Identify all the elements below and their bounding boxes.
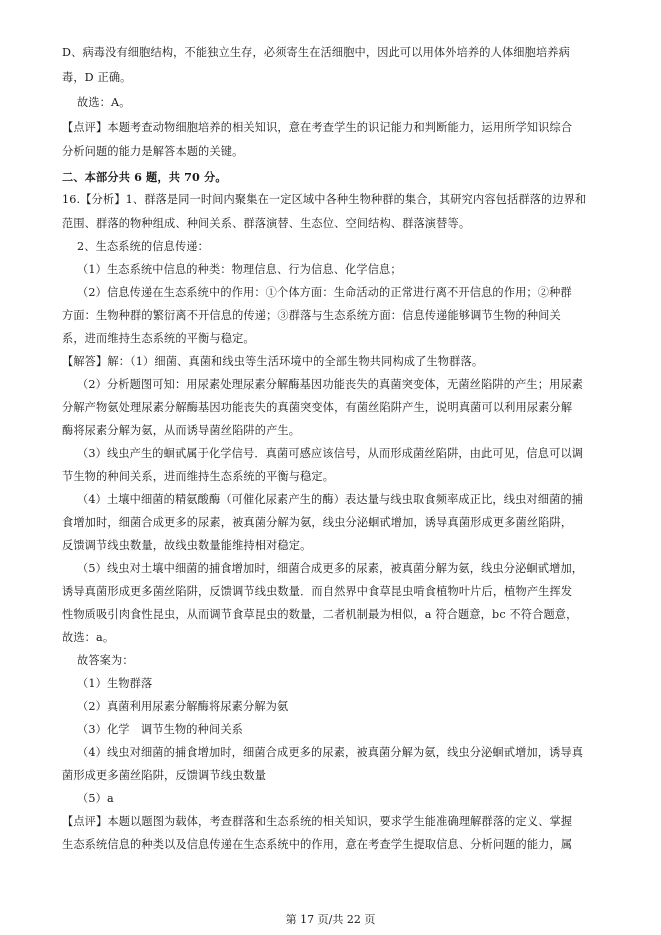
- paragraph-line: （2）信息传递在生态系统中的作用：①个体方面：生命活动的正常进行离不开信息的作用；②种群: [77, 286, 572, 299]
- paragraph-line: 16.【分析】1、群落是同一时间内聚集在一定区域中各种生物种群的集合，其研究内容包括群落的边界和: [62, 193, 587, 206]
- section-heading: 二、本部分共 6 题，共 70 分。: [62, 170, 227, 184]
- paragraph-line: （1）生物群落: [77, 677, 153, 690]
- paragraph-line: （5）a: [77, 792, 114, 805]
- paragraph-line: 【点评】本题考查动物细胞培养的相关知识，意在考查学生的识记能力和判断能力，运用所学知识综合: [62, 121, 573, 134]
- paragraph-line: 分析问题的能力是解答本题的关键。: [62, 145, 244, 158]
- paragraph-line: 范围、群落的物种组成、种间关系、群落演替、生态位、空间结构、群落演替等。: [62, 217, 471, 230]
- paragraph-line: 故答案为：: [77, 654, 134, 667]
- paragraph-line: （2）分析题图可知：用尿素处理尿素分解酶基因功能丧失的真菌突变体，无菌丝陷阱的产生；用尿素: [77, 378, 584, 391]
- paragraph-line: 节生物的种间关系，进而维持生态系统的平衡与稳定。: [62, 470, 335, 483]
- paragraph-line: （4）土壤中细菌的精氨酸酶（可催化尿素产生的酶）表达量与线虫取食频率成正比，线虫对细菌的捕: [77, 493, 584, 506]
- paragraph-line: 反馈调节线虫数量，故线虫数量能维持相对稳定。: [62, 539, 312, 552]
- paragraph-line: （3）化学 调节生物的种间关系: [77, 723, 243, 736]
- paragraph-line: 系，进而维持生态系统的平衡与稳定。: [62, 332, 255, 345]
- paragraph-line: （3）线虫产生的蛔甙属于化学信号．真菌可感应该信号，从而形成菌丝陷阱，由此可见，信息可以调: [77, 447, 584, 460]
- paragraph-line: 食增加时，细菌合成更多的尿素，被真菌分解为氨，线虫分泌蛔甙增加，诱导真菌形成更多菌丝陷阱，: [62, 516, 573, 529]
- paragraph-line: 故选：A。: [77, 96, 131, 109]
- paragraph-line: （2）真菌利用尿素分解酶将尿素分解为氨: [77, 700, 289, 713]
- paragraph-line: 诱导真菌形成更多菌丝陷阱，反馈调节线虫数量．而自然界中食草昆虫啃食植物叶片后，植物产生挥发: [62, 585, 573, 598]
- paragraph-line: 毒，D 正确。: [62, 71, 132, 84]
- paragraph-line: 酶将尿素分解为氨，从而诱导菌丝陷阱的产生。: [62, 424, 301, 437]
- paragraph-line: （4）线虫对细菌的捕食增加时，细菌合成更多的尿素，被真菌分解为氨，线虫分泌蛔甙增加，诱导真: [77, 746, 584, 759]
- paragraph-line: 故选：a。: [62, 631, 115, 644]
- paragraph-line: （1）生态系统中信息的种类：物理信息、行为信息、化学信息；: [77, 263, 402, 276]
- paragraph-line: 性物质吸引肉食性昆虫，从而调节食草昆虫的数量，二者机制最为相似，a 符合题意，bc 不符合题意，: [62, 608, 578, 621]
- paragraph-line: D、病毒没有细胞结构，不能独立生存，必须寄生在活细胞中，因此可以用体外培养的人体细胞培养病: [62, 46, 570, 59]
- paragraph-line: 方面：生物种群的繁衍离不开信息的传递；③群落与生态系统方面：信息传递能够调节生物的种间关: [62, 309, 561, 322]
- paragraph-line: 2、生态系统的信息传递：: [77, 240, 209, 253]
- paragraph-line: 分解产物氨处理尿素分解酶基因功能丧失的真菌突变体，有菌丝陷阱产生，说明真菌可以利用尿素分解: [62, 401, 573, 414]
- paragraph-line: 【解答】解：（1）细菌、真菌和线虫等生活环境中的全部生物共同构成了生物群落。: [62, 355, 484, 368]
- paragraph-line: 【点评】本题以题图为载体，考查群落和生态系统的相关知识，要求学生能准确理解群落的定义、掌握: [62, 815, 573, 828]
- page-number-footer: 第 17 页/共 22 页: [285, 913, 376, 926]
- paragraph-line: （5）线虫对土壤中细菌的捕食增加时，细菌合成更多的尿素，被真菌分解为氨，线虫分泌蛔甙增加，: [77, 562, 584, 575]
- paragraph-line: 菌形成更多菌丝陷阱，反馈调节线虫数量: [62, 769, 267, 782]
- paragraph-line: 生态系统信息的种类以及信息传递在生态系统中的作用，意在考查学生提取信息、分析问题的能力，属: [62, 838, 573, 851]
